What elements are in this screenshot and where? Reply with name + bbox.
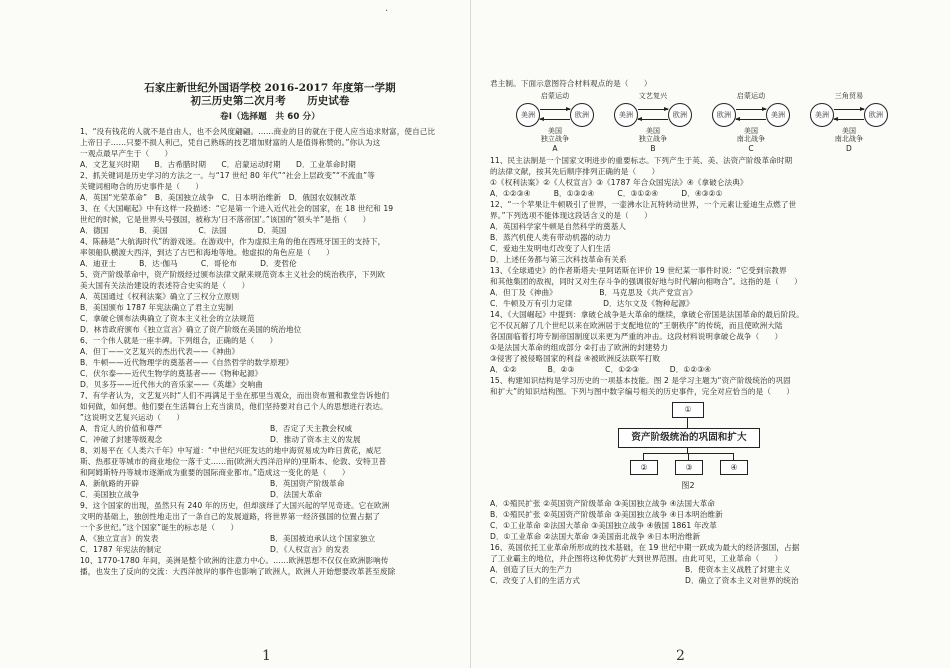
fig2-node-2: ②	[630, 460, 658, 475]
text-line: A．迪亚士 B．达·伽马 C．哥伦布 D．麦哲伦	[80, 259, 297, 268]
diagram-top-label: 文艺复兴	[638, 92, 668, 100]
section-title: 卷Ⅰ（选择题 共 60 分）	[220, 112, 320, 122]
text-line: C．①工业革命 ②法国大革命 ③美国独立战争 ④俄国 1861 年改革	[490, 521, 717, 530]
diagram-left-node: 美洲	[516, 103, 540, 127]
option-diagram-c	[706, 91, 796, 151]
text-line: D．上述任务都与第三次科技革命有关系	[490, 255, 627, 264]
option: A．《独立宣言》的发表	[80, 534, 159, 543]
page-number-left: 1	[262, 648, 271, 664]
exam-title-line2: 初三历史第二次月考 历史试卷	[190, 95, 350, 107]
option: B．英国资产阶级革命	[270, 479, 345, 488]
question-block-10	[80, 555, 460, 577]
option: C．冲破了封建等级观念	[80, 435, 163, 444]
text-line: A．英国通过《权利法案》确立了三权分立原则	[80, 292, 240, 301]
diagram-bottom-label: 美国 南北战争	[834, 127, 864, 143]
text-line: 各国面临着打垮专制帝国制度以来更为严重的冲击。这段材料说明拿破仑战争（ ）	[490, 332, 783, 341]
q8-options-row2	[80, 489, 460, 500]
diagram-top-label: 启蒙运动	[736, 92, 766, 100]
text-line: 一观点最早产生于（ ）	[80, 149, 173, 158]
q8-options-row1	[80, 478, 460, 489]
text-line: 15、构建知识结构是学习历史的一项基本技能。图 2 是学习主题为“资产阶级统治的巩固	[490, 376, 791, 385]
diagram-letter: D	[846, 144, 852, 153]
text-line: A．①殖民扩张 ②英国资产阶级革命 ③美国独立战争 ④法国大革命	[490, 499, 716, 508]
text-line: 14、《大国崛起》中提到：拿破仑战争是大革命的继续，拿破仑帝国是法国革命的最后阶段。	[490, 310, 804, 319]
arrow-left-icon	[736, 119, 766, 120]
text-line: 3、在《大国崛起》中有这样一段描述：“它是第一个进入近代社会的国家，在 18 世纪和 19	[80, 204, 394, 213]
arrow-right-icon	[638, 109, 668, 110]
exam-title-line1: 石家庄新世纪外国语学校 2016-2017 年度第一学期	[144, 82, 396, 94]
text-line: B．①殖民扩张 ②英国资产阶级革命 ③美国独立战争 ④日本明治维新	[490, 510, 723, 519]
diagram-right-node: 欧洲	[570, 103, 594, 127]
figure-2	[490, 400, 880, 496]
text-line: 和阿姆斯特丹等城市逐渐成为重要的国际商业都市。”造成这一变化的是（ ）	[80, 468, 350, 477]
text-line: 和其他集团的敌视，同时又对生存斗争的强调很好地与时代解向相吻合”。这指的是（ ）	[490, 277, 802, 286]
text-line: 6、一个伟人就是一座丰碑。下列组合，正确的是（ ）	[80, 336, 278, 345]
text-line: A．德国 B．美国 C．法国 D．英国	[80, 226, 287, 235]
option-diagram-d	[804, 91, 894, 151]
option: B．美国被迫承认这个国家独立	[270, 534, 376, 543]
text-line: 8、刘易平在《人类六千年》中写道：“中世纪兴旺发达的地中海贸易成为昨日黄花，威尼	[80, 446, 382, 455]
fig2-node-4: ④	[720, 460, 748, 475]
option-diagram-b	[608, 91, 698, 151]
q9-options-row2	[80, 544, 460, 555]
option: D．《人权宣言》的发表	[270, 545, 350, 554]
option: A．肯定人的价值和尊严	[80, 424, 163, 433]
page-divider	[470, 0, 471, 668]
diagram-letter: B	[650, 144, 656, 153]
q7-options-row1	[80, 423, 460, 434]
text-line: A．①②③④ B．①③②④ C．③①②④ D．④③②①	[490, 189, 723, 198]
text-line: 13、《全球通史》的作者斯塔夫·里阿诺斯在评价 19 世纪某一事件时说：“它受到宗教界	[490, 266, 787, 275]
text-line: 如何做，如何想。他们要在生活舞台上充当演员，他们坚持要对自己个人的思想进行表达。	[80, 402, 388, 411]
q7-options-row2	[80, 434, 460, 445]
text-line: 一个多世纪。”这个国家”诞生的标志是（ ）	[80, 523, 239, 532]
option: A．新航路的开辟	[80, 479, 140, 488]
diagram-bottom-label: 美国 南北战争	[736, 127, 766, 143]
left-page	[80, 0, 460, 668]
diagram-letter: A	[552, 144, 558, 153]
fig2-main-node: 资产阶级统治的巩固和扩大	[618, 428, 760, 448]
fig2-connector	[687, 417, 688, 428]
fig2-node-3: ③	[675, 460, 703, 475]
text-line: C．拿破仑颁布法典确立了资本主义社会的立法规范	[80, 314, 255, 323]
text-line: A．但丁及《神曲》 B．马克思及《共产党宣言》	[490, 288, 697, 297]
arrow-right-icon	[834, 109, 864, 110]
text-line: 12、“一个苹果让牛顿吸引了世界，一壶沸水让瓦特转动世界，一个元素让爱迪生点燃了世	[490, 200, 797, 209]
diagram-top-label: 三角贸易	[834, 92, 864, 100]
option: D．法国大革命	[270, 490, 323, 499]
diagram-left-node: 美洲	[614, 103, 638, 127]
text-line: 的法律文献，按其先后顺序排列正确的是（ ）	[490, 167, 660, 176]
text-line: 9、这个国家的出现，虽然只有 240 年的历史，但却演绎了大国兴起的罕见奇迹。它在欧洲	[80, 501, 390, 510]
diagram-right-node: 欧洲	[668, 103, 692, 127]
fig2-connector	[688, 453, 689, 460]
option-diagram-a	[510, 91, 600, 151]
diagram-letter: C	[748, 144, 754, 153]
option: D．确立了资本主义对世界的统治	[685, 576, 799, 585]
text-line: A．文艺复兴时期 B．古希腊时期 C．启蒙运动时期 D．工业革命时期	[80, 160, 356, 169]
question-block-8	[80, 445, 460, 478]
option: C．改变了人们的生活方式	[490, 576, 581, 585]
text-line: A．英国“光荣革命” B．美国独立战争 C．日本明治维新 D．俄国农奴制改革	[80, 193, 357, 202]
option: C．1787 年宪法的制定	[80, 545, 162, 554]
text-line: A．但丁——文艺复兴的杰出代表——《神曲》	[80, 347, 240, 356]
option: A．创造了巨大的生产力	[490, 565, 573, 574]
option: B．否定了天主教会权威	[270, 424, 353, 433]
q9-options-row1	[80, 533, 460, 544]
fig2-connector	[643, 453, 644, 460]
text-line: B．美国颁布 1787 年宪法确立了君主立宪制	[80, 303, 234, 312]
text-line: 上帝日子……只要不损人利己，凭自己熟练的技艺增加财富的人是值得称赞的。”你认为这	[80, 138, 381, 147]
text-line: C．伏尔泰——近代生物学的奠基者——《物种起源》	[80, 369, 263, 378]
text-line: 了工业霸主的地位，并企图将这种优势扩大到世界范围。由此可见，工业革命（ ）	[490, 554, 783, 563]
text-line: A．①② B．②③ C．①②③ D．①②③④	[490, 365, 712, 374]
diagram-bottom-label: 美国 独立战争	[638, 127, 668, 143]
page-number-right: 2	[676, 648, 685, 664]
text-line: ”这说明文艺复兴运动（ ）	[80, 413, 185, 422]
question-block-16	[490, 542, 880, 564]
diagram-right-node: 欧洲	[864, 103, 888, 127]
text-line: ①是法国大革命的组成部分 ②打击了欧洲的封建势力	[490, 343, 668, 352]
text-line: 16、英国依托工业革命所形成的技术基础，在 19 世纪中期一跃成为最大的经济强国，占据	[490, 543, 800, 552]
option: C．美国独立战争	[80, 490, 140, 499]
question-block-9	[80, 500, 460, 533]
arrow-right-icon	[540, 109, 570, 110]
q10-diagrams	[490, 91, 884, 153]
text-line: 关键词相吻合的历史事件是（ ）	[80, 182, 204, 191]
diagram-bottom-label: 美国 独立战争	[540, 127, 570, 143]
text-line: 5、资产阶级革命中，资产阶级经过颁布法律文献来规范资本主义社会的统治秩序，下列欧	[80, 270, 385, 279]
scan-speck: ·	[385, 6, 389, 17]
text-line: 7、有学者认为，文艺复兴时“人们不再满足于坐在那里当观众，而出资布置和教堂告诉他们	[80, 391, 390, 400]
text-line: B．牛顿——近代物理学的奠基者——《自然哲学的数学原理》	[80, 358, 294, 367]
text-line: 播，也发生了反向的交流：大西洋彼岸的事件也影响了欧洲人，欧洲人开始想要改革甚至废除	[80, 567, 396, 576]
arrow-left-icon	[834, 119, 864, 120]
text-line: 它不仅瓦解了几个世纪以来在欧洲居于支配地位的“王朝秩序”的传统，而且使欧洲大陆	[490, 321, 783, 330]
q10-tail: 君主制。下面示意图符合材料观点的是（ ）	[490, 79, 652, 88]
text-line: 和扩大”的知识结构图。下列与图中数字编号相关的历史事件，完全对应恰当的是（ ）	[490, 387, 795, 396]
diagram-top-label: 启蒙运动	[540, 92, 570, 100]
text-line: 10、1770-1780 年间，美洲是整个欧洲的注意力中心。……欧洲思想不仅仅在欧洲影响传	[80, 556, 389, 565]
text-line: B．蒸汽机使人类有带动机器的动力	[490, 233, 611, 242]
question-block-1	[80, 126, 460, 423]
fig2-caption: 图2	[681, 481, 695, 490]
q16-options-row2	[490, 575, 880, 586]
text-line: C．牛顿及万有引力定律 D．达尔文及《物种起源》	[490, 299, 694, 308]
text-line: D．①工业革命 ②法国大革命 ③美国南北战争 ④日本明治维新	[490, 532, 701, 541]
diagram-right-node: 美洲	[766, 103, 790, 127]
text-line: C．爱迪生发明电灯改变了人们生活	[490, 244, 611, 253]
q15-options	[490, 498, 880, 542]
arrow-left-icon	[638, 119, 668, 120]
text-line: ③侵害了被侵略国家的利益 ④被欧洲反法联军打败	[490, 354, 661, 363]
option: D．推动了资本主义的发展	[270, 435, 361, 444]
text-line: 1、“没有钱花的人就不是自由人，也不会风度翩翩。……商业的目的就在于使人应当追求财富，使自己比	[80, 127, 436, 136]
option: B．使资本主义战胜了封建主义	[685, 565, 791, 574]
text-line: 率领船队横渡大西洋，到达了古巴和海地等地。他虚拟的角色应是（ ）	[80, 248, 334, 257]
text-line: D．贝多芬——近代伟大的音乐家——《英雄》交响曲	[80, 380, 263, 389]
arrow-right-icon	[736, 109, 766, 110]
text-line: A．英国科学家牛顿是自然科学的奠基人	[490, 222, 627, 231]
text-line: 4、陈赫是“大航海时代”的游戏迷。在游戏中，作为虚拟主角的他在西班牙国王的支持下，	[80, 237, 386, 246]
text-line: 11、民主法制是一个国家文明进步的重要标志。下列产生于英、美、法资产阶级革命时期	[490, 156, 793, 165]
text-line: 世纪的时候，它是世界头号强国，被称为‘日不落帝国’。”该国的“领头羊”是指（ ）	[80, 215, 371, 224]
diagram-left-node: 美洲	[810, 103, 834, 127]
diagram-left-node: 欧洲	[712, 103, 736, 127]
text-line: D．林肯政府颁布《独立宣言》确立了资产阶级在美国的统治地位	[80, 325, 302, 334]
fig2-connector	[733, 453, 734, 460]
text-line: 2、抓关键词是历史学习的方法之一。与“17 世纪 80 年代”“社会上层政变”“不流血”等	[80, 171, 375, 180]
fig2-node-1: ①	[672, 402, 704, 418]
text-line: 界。”下列选项不能体现这段话含义的是（ ）	[490, 211, 652, 220]
text-line: ①《权利法案》②《人权宣言》③《1787 年合众国宪法》④《拿破仑法典》	[490, 178, 748, 187]
text-line: 美大国有关法治建设的表述符合史实的是（ ）	[80, 281, 250, 290]
text-line: 文明的基础上，独创性地走出了一条自己的发展道路，将世界第一经济强国的位置占据了	[80, 512, 381, 521]
q16-options-row1	[490, 564, 880, 575]
arrow-left-icon	[540, 119, 570, 120]
text-line: 斯、热那亚等城市的商业地位一落千丈……而(欧洲大西洋沿岸的)里斯本、伦敦、安特卫普	[80, 457, 387, 466]
right-page	[490, 0, 884, 668]
question-block-11-15	[490, 155, 880, 397]
